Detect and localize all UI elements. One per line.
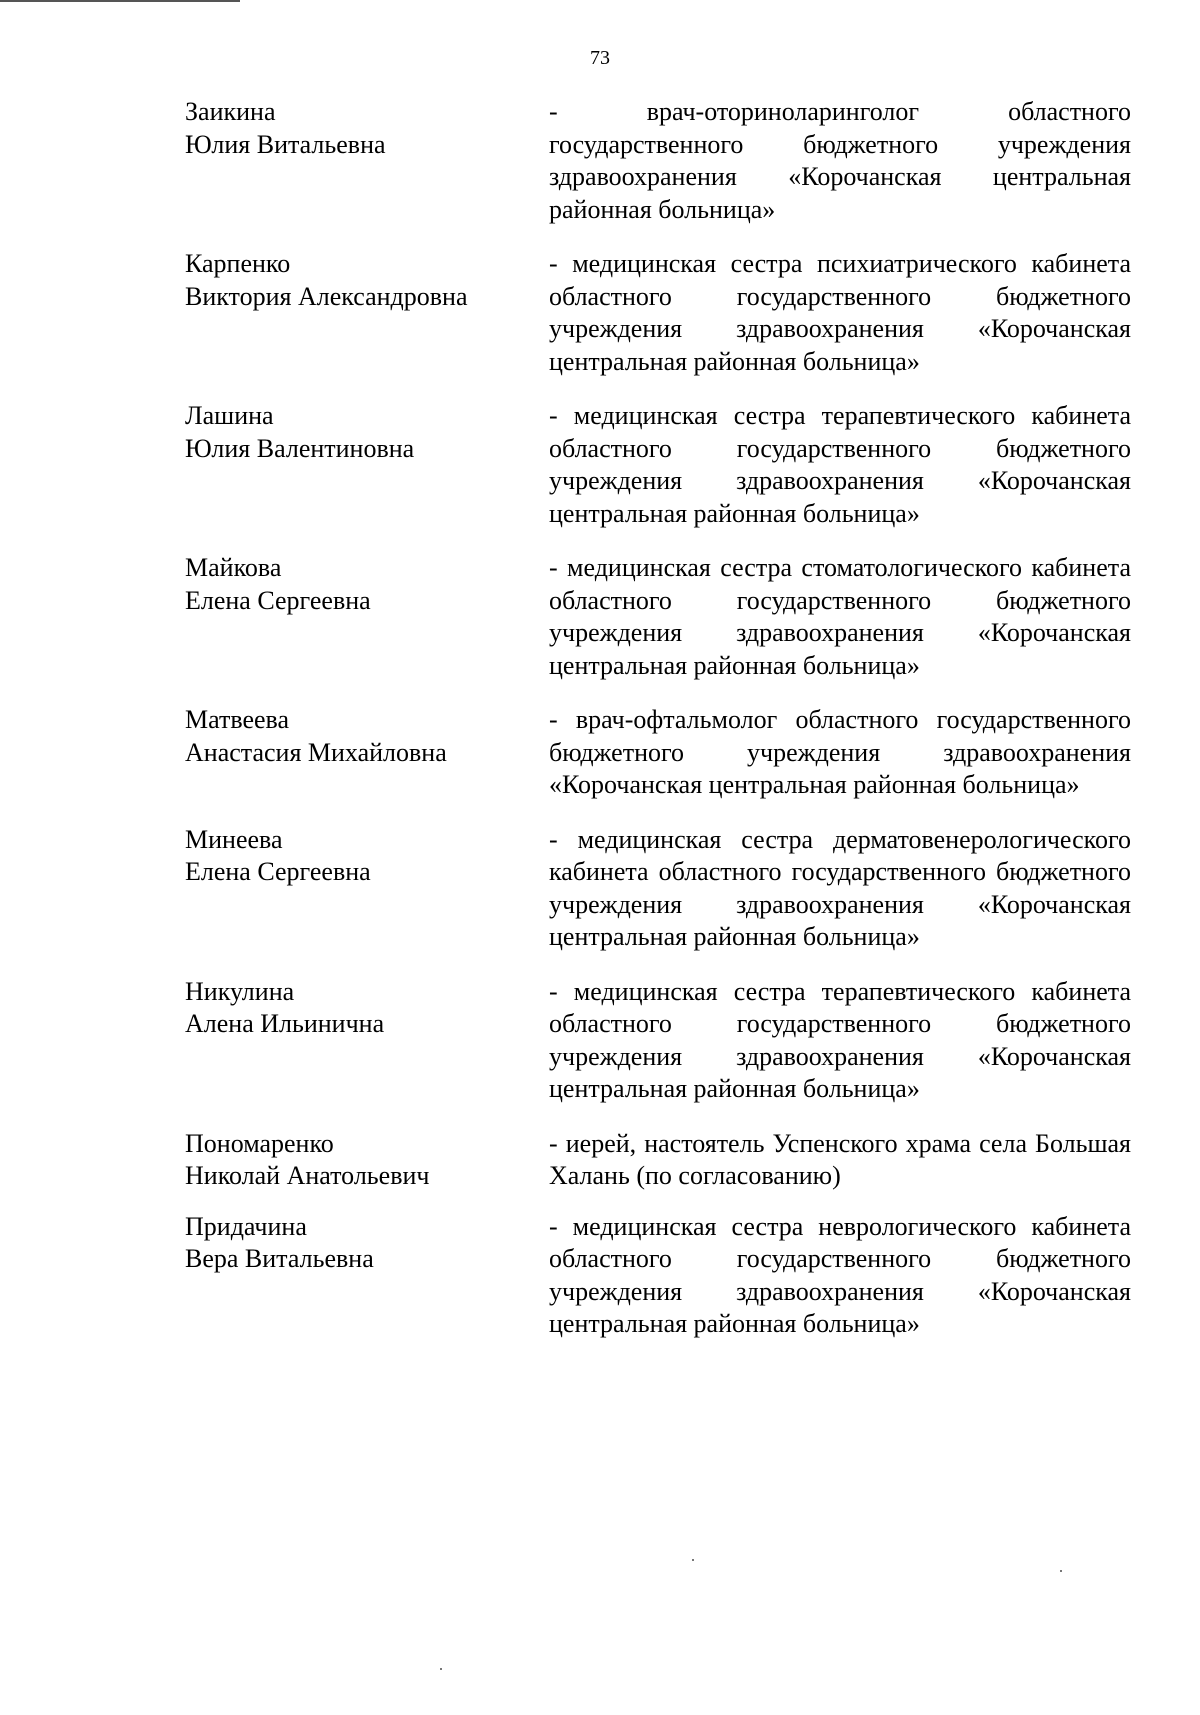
position-description: - медицинская сестра терапевтического кабинета областного государственного бюджетного учреждения здравоохранения «Корочанская центральная районная больница» — [549, 401, 1131, 528]
surname: Никулина — [185, 976, 295, 1006]
given-names: Виктория Александровна — [185, 281, 468, 311]
surname: Пономаренко — [185, 1128, 334, 1158]
person-name — [185, 1128, 549, 1193]
position-description: - врач-оториноларинголог областного государственного бюджетного учреждения здравоохранения «Корочанская центральная районная больница» — [549, 97, 1131, 224]
person-name — [185, 824, 549, 889]
person-name — [185, 248, 549, 313]
list-item — [185, 704, 1131, 802]
given-names: Елена Сергеевна — [185, 585, 371, 615]
given-names: Юлия Витальевна — [185, 129, 386, 159]
person-name — [185, 976, 549, 1041]
given-names: Вера Витальевна — [185, 1244, 374, 1273]
person-name — [185, 552, 549, 617]
surname: Минеева — [185, 824, 283, 854]
person-name — [185, 704, 549, 769]
list-item — [185, 824, 1131, 954]
position-description: - медицинская сестра неврологического кабинета областного государственного бюджетного учреждения здравоохранения «Корочанская центральная районная больница» — [549, 1211, 1131, 1338]
position-description: - врач-офтальмолог областного государственного бюджетного учреждения здравоохранения «Корочанская центральная районная больница» — [549, 705, 1131, 799]
list-item — [185, 400, 1131, 530]
given-names: Алена Ильинична — [185, 1009, 385, 1038]
given-names: Юлия Валентиновна — [185, 433, 415, 463]
surname: Придачина — [185, 1211, 307, 1241]
surname: Матвеева — [185, 705, 290, 734]
position-description: - медицинская сестра стоматологического кабинета областного государственного бюджетного учреждения здравоохранения «Корочанская центральная районная больница» — [549, 553, 1131, 680]
surname: Заикина — [185, 97, 276, 126]
given-names: Николай Анатольевич — [185, 1161, 430, 1190]
page-number: 73 — [590, 47, 610, 69]
surname: Карпенко — [185, 249, 291, 278]
position-description: - иерей, настоятель Успенского храма села Большая Халань (по согласованию) — [549, 1128, 1131, 1190]
list-item — [185, 552, 1131, 682]
list-item — [185, 976, 1131, 1106]
given-names: Елена Сергеевна — [185, 857, 371, 886]
person-name — [185, 96, 549, 161]
scan-speck — [692, 1559, 694, 1561]
list-item — [185, 1211, 1131, 1341]
person-name — [185, 400, 549, 465]
position-description: - медицинская сестра психиатрического кабинета областного государственного бюджетного учреждения здравоохранения «Корочанская центральная районная больница» — [549, 249, 1131, 376]
list-item — [185, 248, 1131, 378]
surname: Лашина — [185, 401, 274, 430]
person-name — [185, 1211, 549, 1276]
list-item — [185, 96, 1131, 226]
member-list — [185, 96, 1131, 1341]
position-description: - медицинская сестра дерматовенерологического кабинета областного государственного бюджетного учреждения здравоохранения «Корочанская центральная районная больница» — [549, 824, 1131, 951]
scan-speck — [440, 1668, 442, 1670]
scan-speck — [1060, 1570, 1062, 1572]
given-names: Анастасия Михайловна — [185, 737, 447, 767]
list-item — [185, 1128, 1131, 1193]
scan-edge-line — [0, 0, 240, 2]
surname: Майкова — [185, 553, 282, 582]
position-description: - медицинская сестра терапевтического кабинета областного государственного бюджетного учреждения здравоохранения «Корочанская центральная районная больница» — [549, 976, 1131, 1103]
